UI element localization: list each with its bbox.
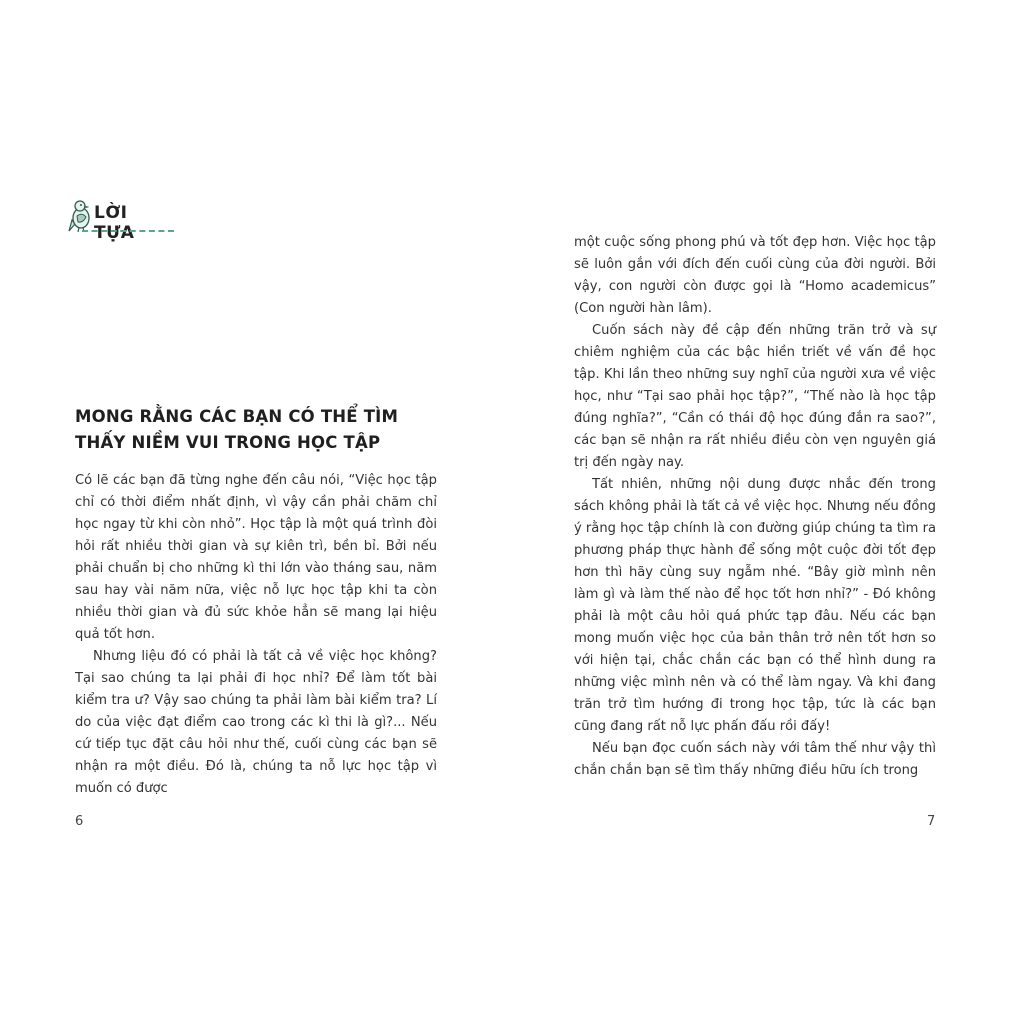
- section-label-text: LỜI TỰA: [94, 203, 135, 243]
- paragraph: Có lẽ các bạn đã từng nghe đến câu nói, “Việc học tập chỉ có thời điểm nhất định, vì vậy cần phải chăm chỉ học ngay từ khi còn nhỏ”. Học tập là một quá trình đòi hỏi rất nhiều thời gian và sự kiên trì, bền bỉ. Bởi nếu phải chuẩn bị cho những kì thi lớn vào tháng sau, năm sau hay vài năm nữa, việc nỗ lực học tập khi ta còn nhiều thời gian và đủ sức khỏe hẳn sẽ mang lại hiệu quả tốt hơn.: [75, 473, 437, 642]
- paragraph: Tất nhiên, những nội dung được nhắc đến trong sách không phải là tất cả về việc học. Nhưng nếu đồng ý rằng học tập chính là con đường giúp chúng ta tìm ra phương pháp thực hành để sống một cuộc đời tốt đẹp hơn thì hãy cùng suy ngẫm nhé. “Bây giờ mình nên làm gì và làm thế nào để học tốt hơn nhỉ?” - Đó không phải là một câu hỏi quá phức tạp đâu. Nếu các bạn mong muốn việc học của bản thân trở nên tốt hơn so với hiện tại, chắc chắn các bạn có thể hình dung ra những việc mình nên và có thể làm ngay. Và khi đang trăn trở tìm hướng đi trong học tập, tức là các bạn cũng đang rất nỗ lực phấn đấu rồi đấy!: [574, 477, 936, 734]
- paragraph: Nhưng liệu đó có phải là tất cả về việc học không? Tại sao chúng ta lại phải đi học nhỉ? Để làm tốt bài kiểm tra ư? Vậy sao chúng ta phải làm bài kiểm tra? Lí do của việc đạt điểm cao trong các kì thi là gì?... Nếu cứ tiếp tục đặt câu hỏi như thế, cuối cùng các bạn sẽ nhận ra một điều. Đó là, chúng ta nỗ lực học tập vì muốn có được: [75, 649, 437, 796]
- page-number-right: 7: [927, 814, 936, 829]
- bird-icon: [68, 198, 92, 234]
- paragraph: Nếu bạn đọc cuốn sách này với tâm thế như vậy thì chắn chắn bạn sẽ tìm thấy những điều hữu ích trong: [574, 741, 936, 778]
- right-page-body: [574, 232, 936, 782]
- paragraph: một cuộc sống phong phú và tốt đẹp hơn. Việc học tập sẽ luôn gắn với đích đến cuối cùng của đời người. Bởi vậy, con người còn được gọi là “Homo academicus” (Con người hàn lâm).: [574, 235, 936, 316]
- paragraph: Cuốn sách này đề cập đến những trăn trở và sự chiêm nghiệm của các bậc hiền triết về vấn đề học tập. Khi lần theo những suy nghĩ của người xưa về việc học, như “Tại sao phải học tập?”, “Thế nào là học tập đúng nghĩa?”, “Cần có thái độ học đúng đắn ra sao?”, các bạn sẽ nhận ra rất nhiều điều còn vẹn nguyên giá trị đến ngày nay.: [574, 323, 936, 470]
- chapter-heading: MONG RẰNG CÁC BẠN CÓ THỂ TÌM THẤY NIỀM VUI TRONG HỌC TẬP: [75, 407, 399, 452]
- dashed-underline: [82, 230, 174, 232]
- page-number-left: 6: [75, 814, 84, 829]
- section-label: [68, 198, 174, 243]
- left-page-body: [75, 470, 437, 800]
